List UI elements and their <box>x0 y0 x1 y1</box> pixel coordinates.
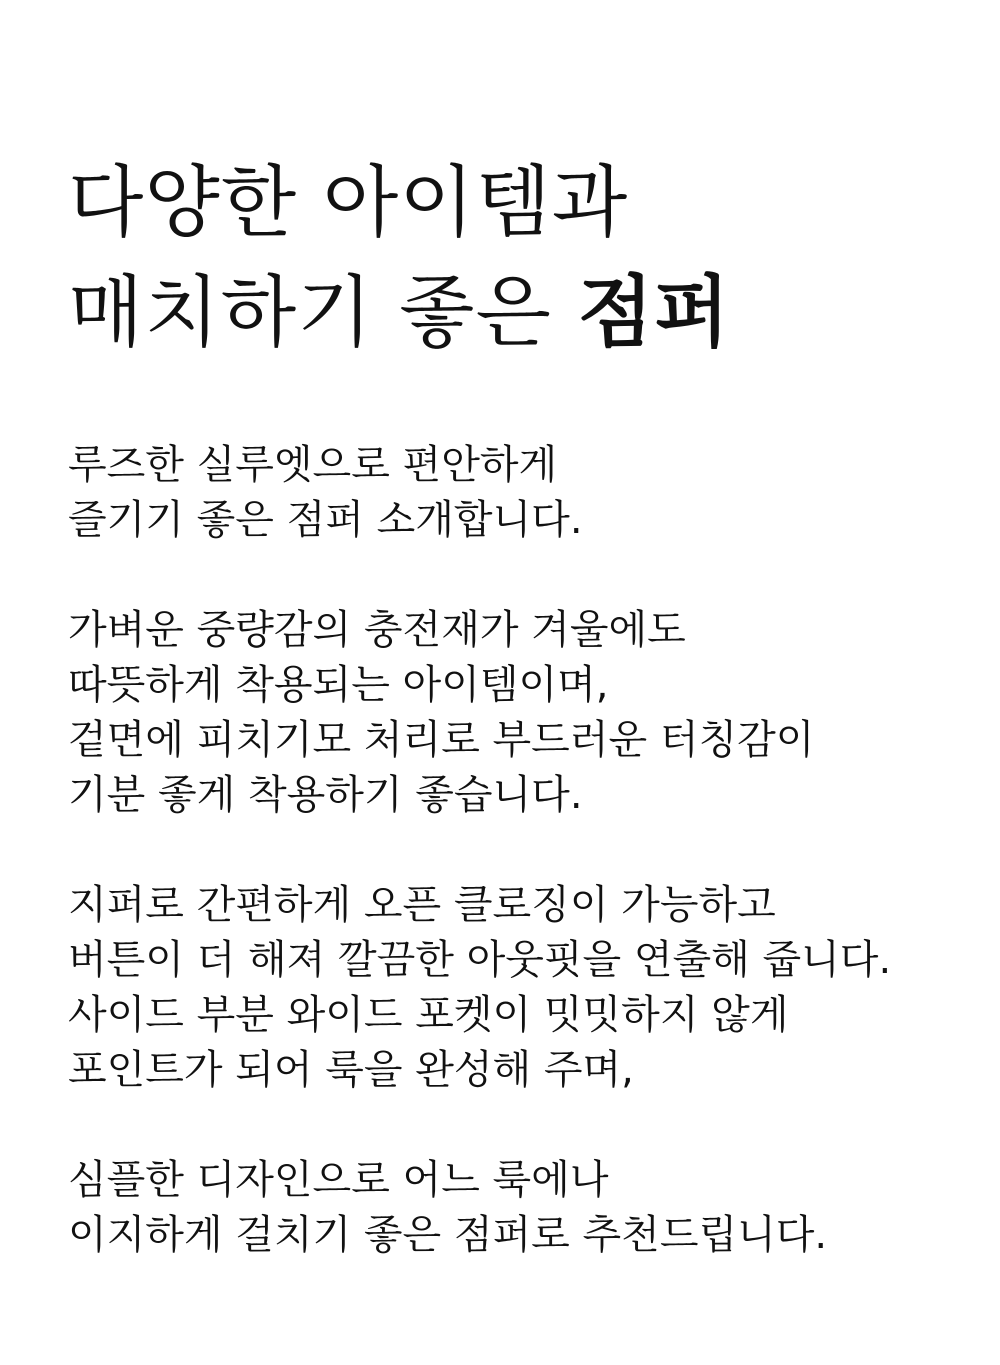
paragraph-line: 지퍼로 간편하게 오픈 클로징이 가능하고 <box>68 882 776 928</box>
headline <box>68 148 948 368</box>
paragraph-line: 기분 좋게 착용하기 좋습니다. <box>68 772 583 818</box>
paragraph-line: 따뜻하게 착용되는 아이템이며, <box>68 662 609 708</box>
paragraph-recommendation <box>68 1153 968 1263</box>
paragraph-line: 겉면에 피치기모 처리로 부드러운 터칭감이 <box>68 717 815 763</box>
paragraph-line: 즐기기 좋은 점퍼 소개합니다. <box>68 497 583 543</box>
paragraph-details <box>68 878 968 1098</box>
paragraph-line: 포인트가 되어 룩을 완성해 주며, <box>68 1047 634 1093</box>
paragraph-material <box>68 603 968 823</box>
description-body <box>68 438 968 1318</box>
headline-line-2 <box>68 258 948 368</box>
paragraph-line: 가벼운 중량감의 충전재가 겨울에도 <box>68 607 686 653</box>
paragraph-line: 버튼이 더 해져 깔끔한 아웃핏을 연출해 줍니다. <box>68 937 892 983</box>
paragraph-line: 루즈한 실루엣으로 편안하게 <box>68 442 558 488</box>
headline-line-2-regular: 매치하기 좋은 <box>68 268 578 358</box>
paragraph-intro <box>68 438 968 548</box>
headline-highlight: 점퍼 <box>577 267 731 358</box>
paragraph-line: 이지하게 걸치기 좋은 점퍼로 추천드립니다. <box>68 1212 828 1258</box>
headline-line-1: 다양한 아이템과 <box>68 158 629 248</box>
paragraph-line: 사이드 부분 와이드 포켓이 밋밋하지 않게 <box>68 992 789 1038</box>
paragraph-line: 심플한 디자인으로 어느 룩에나 <box>68 1157 609 1203</box>
